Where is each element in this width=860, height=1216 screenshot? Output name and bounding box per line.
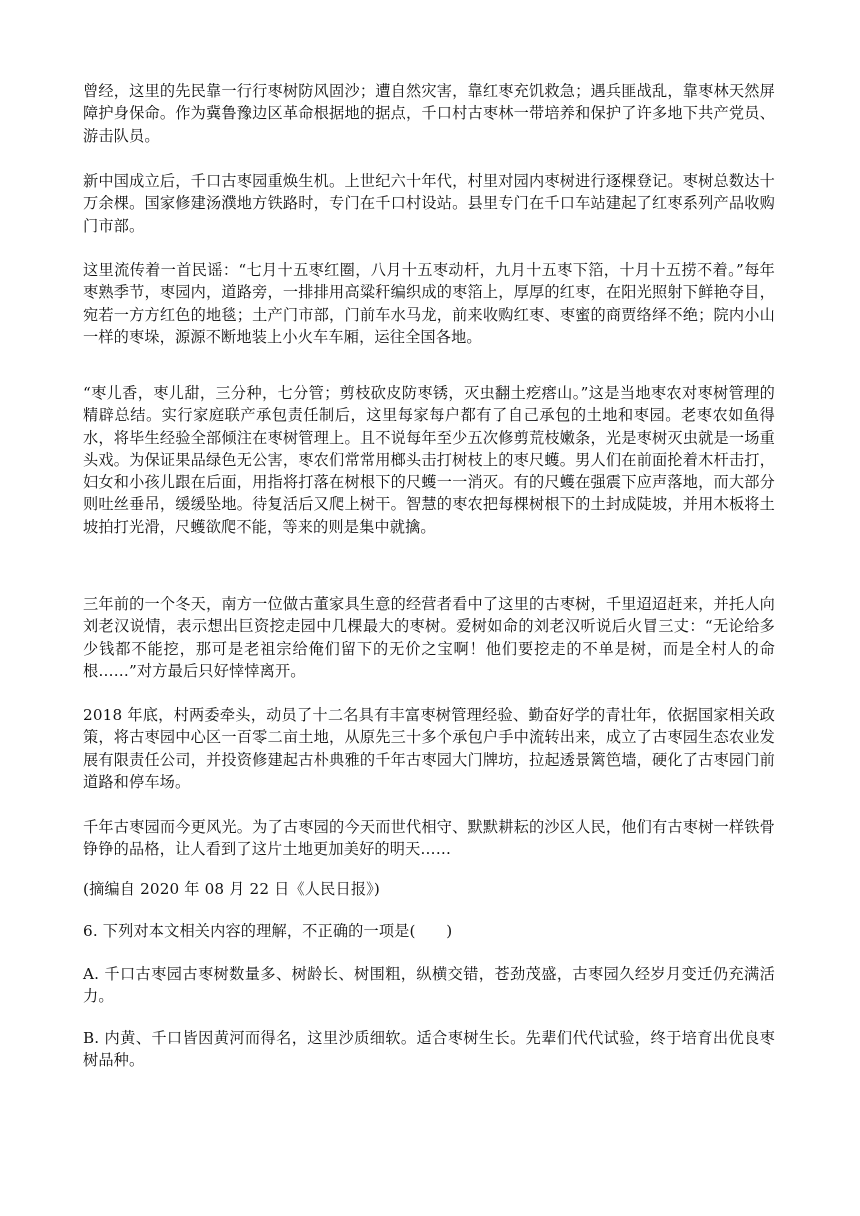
paragraph-2: 新中国成立后，千口古枣园重焕生机。上世纪六十年代，村里对园内枣树进行逐棵登记。枣树总数达十万余棵。国家修建汤濮地方铁路时，专门在千口村设站。县里专门在千口车站建起了红枣系列产品收购门市部。 [83,172,775,235]
paragraph-3: 这里流传着一首民谣：“七月十五枣红圈，八月十五枣动杆，九月十五枣下箔，十月十五捞不着。”每年枣熟季节，枣园内，道路旁，一排排用高粱秆编织成的枣箔上，厚厚的红枣，在阳光照射下鲜艳夺目，宛若一方方红色的地毯；土产门市部，门前车水马龙，前来收购红枣、枣蜜的商贾络绎不绝；院内小山一样的枣垛，源源不断地装上小火车车厢，运往全国各地。 [83,261,775,346]
paragraph-4: “枣儿香，枣儿甜，三分种，七分管；剪枝砍皮防枣锈，灭虫翻土疙瘩山。”这是当地枣农对枣树管理的精辟总结。实行家庭联产承包责任制后，这里每家每户都有了自己承包的土地和枣园。老枣农如鱼得水，将毕生经验全部倾注在枣树管理上。且不说每年至少五次修剪荒枝嫩条，光是枣树灭虫就是一场重头戏。为保证果品绿色无公害，枣农们常常用榔头击打树枝上的枣尺蠖。男人们在前面抡着木杆击打，妇女和小孩儿跟在后面，用指将打落在树根下的尺蠖一一消灭。有的尺蠖在强震下应声落地，而大部分则吐丝垂吊，缓缓坠地。待复活后又爬上树干。智慧的枣农把每棵树根下的土封成陡坡，并用木板将土坡拍打光滑，尺蠖欲爬不能，等来的则是集中就擒。 [83,384,775,536]
question-stem: 6. 下列对本文相关内容的理解，不正确的一项是( ) [83,922,453,940]
option-b: B. 内黄、千口皆因黄河而得名，这里沙质细软。适合枣树生长。先辈们代代试验，终于培育出优良枣树品种。 [83,1029,775,1070]
source-citation: (摘编自 2020 年 08 月 22 日《人民日报》) [83,880,380,898]
paragraph-7: 千年古枣园而今更风光。为了古枣园的今天而世代相守、默默耕耘的沙区人民，他们有古枣树一样铁骨铮铮的品格，让人看到了这片土地更加美好的明天…… [83,818,775,859]
paragraph-6: 2018 年底，村两委牵头，动员了十二名具有丰富枣树管理经验、勤奋好学的青壮年，依据国家相关政策，将古枣园中心区一百零二亩土地，从原先三十多个承包户手中流转出来，成立了古枣园生态农业发展有限责任公司，并投资修建起古朴典雅的千年古枣园大门牌坊，拉起透景篱笆墙，硬化了古枣园门前道路和停车场。 [83,706,775,791]
paragraph-1: 曾经，这里的先民靠一行行枣树防风固沙；遭自然灾害，靠红枣充饥救急；遇兵匪战乱，靠枣林天然屏障护身保命。作为冀鲁豫边区革命根据地的据点，千口村古枣林一带培养和保护了许多地下共产党员、游击队员。 [83,82,775,145]
paragraph-5: 三年前的一个冬天，南方一位做古董家具生意的经营者看中了这里的古枣树，千里迢迢赶来，并托人向刘老汉说情，表示想出巨资挖走园中几棵最大的枣树。爱树如命的刘老汉听说后火冒三丈：“无论给多少钱都不能挖，那可是老祖宗给俺们留下的无价之宝啊！他们要挖走的不单是树，而是全村人的命根……”对方最后只好悻悻离开。 [83,595,775,680]
option-a: A. 千口古枣园古枣树数量多、树龄长、树围粗，纵横交错，苍劲茂盛，古枣园久经岁月变迁仍充满活力。 [83,965,775,1006]
